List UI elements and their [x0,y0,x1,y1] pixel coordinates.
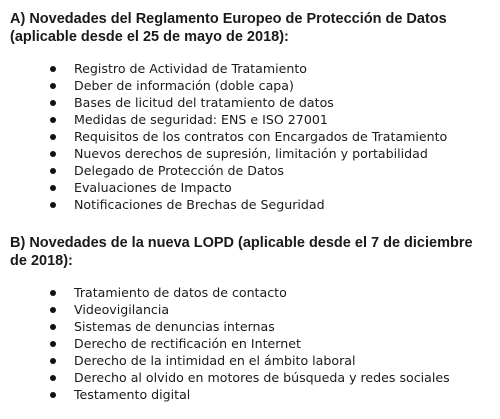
section-a-list [0,60,500,213]
list-item [0,386,500,403]
list-item-text: Delegado de Protección de Datos [74,163,284,178]
bullet-icon [50,185,56,191]
section-a-title: A) Novedades del Reglamento Europeo de Protección de Datos (aplicable desde el 25 de mayo de 2018): [10,11,447,45]
bullet-icon [50,375,56,381]
list-item-text: Medidas de seguridad: ENS e ISO 27001 [74,112,328,127]
list-item [0,111,500,128]
bullet-icon [50,168,56,174]
bullet-icon [50,100,56,106]
list-item-text: Deber de información (doble capa) [74,78,294,93]
bullet-icon [50,134,56,140]
list-item-text: Testamento digital [74,387,191,402]
list-item-text: Evaluaciones de Impacto [74,180,232,195]
list-item-text: Registro de Actividad de Tratamiento [74,61,307,76]
list-item [0,60,500,77]
bullet-icon [50,117,56,123]
list-item [0,179,500,196]
list-item [0,301,500,318]
list-item [0,335,500,352]
list-item-text: Nuevos derechos de supresión, limitación y portabilidad [74,146,428,161]
list-item-text: Notificaciones de Brechas de Seguridad [74,197,325,212]
list-item-text: Tratamiento de datos de contacto [74,285,287,300]
list-item [0,369,500,386]
list-item-text: Bases de licitud del tratamiento de datos [74,95,334,110]
section-b-title: B) Novedades de la nueva LOPD (aplicable desde el 7 de diciembre de 2018): [10,235,473,269]
bullet-icon [50,358,56,364]
bullet-icon [50,290,56,296]
list-item-text: Derecho de la intimidad en el ámbito laboral [74,353,356,368]
list-item-text: Sistemas de denuncias internas [74,319,275,334]
list-item [0,318,500,335]
bullet-icon [50,324,56,330]
list-item [0,77,500,94]
bullet-icon [50,151,56,157]
bullet-icon [50,307,56,313]
bullet-icon [50,341,56,347]
list-item [0,284,500,301]
bullet-icon [50,83,56,89]
list-item-text: Videovigilancia [74,302,170,317]
list-item-text: Derecho de rectificación en Internet [74,336,301,351]
bullet-icon [50,66,56,72]
list-item [0,196,500,213]
bullet-icon [50,202,56,208]
list-item [0,162,500,179]
list-item [0,352,500,369]
bullet-icon [50,392,56,398]
list-item-text: Derecho al olvido en motores de búsqueda y redes sociales [74,370,450,385]
list-item [0,145,500,162]
list-item-text: Requisitos de los contratos con Encargados de Tratamiento [74,129,448,144]
list-item [0,94,500,111]
section-b-list [0,284,500,403]
list-item [0,128,500,145]
